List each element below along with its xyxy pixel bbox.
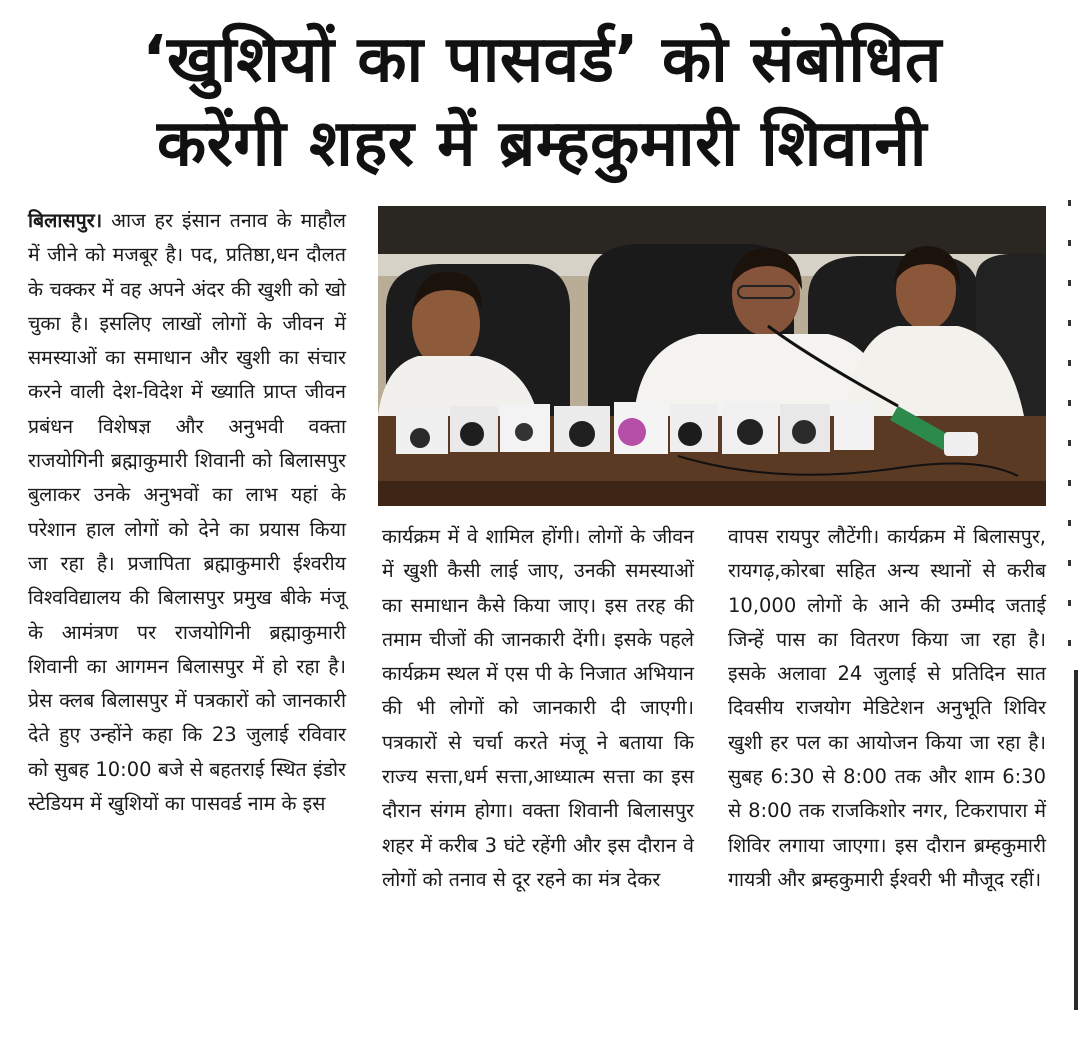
article-column-3 xyxy=(728,520,1046,897)
headline xyxy=(16,18,1068,186)
adjacent-article-edge xyxy=(1068,200,1071,680)
column-1-paragraph xyxy=(28,204,346,821)
column-1-text: आज हर इंसान तनाव के माहौल में जीने को मजबूर है। पद, प्रतिष्ठा,धन दौलत के चक्कर में वह अपने अंदर की खुशी को खो चुका है। इसलिए लाखों लोगों के जीवन में समस्याओं का समाधान और खुशी का संचार करने वाली देश-विदेश में ख्याति प्राप्त जीवन प्रबंधन विशेषज्ञ और अनुभवी वक्ता राजयोगिनी ब्रह्माकुमारी शिवानी को बिलासपुर बुलाकर उनके अनुभवों का लाभ यहां के परेशान हाल लोगों को देने का प्रयास किया जा रहा है। प्रजापिता ब्रह्माकुमारी ईश्वरीय विश्वविद्यालय की बिलासपुर प्रमुख बीके मंजू के आमंत्रण पर राजयोगिनी ब्रह्माकुमारी शिवानी का आगमन बिलासपुर में हो रहा है। प्रेस क्लब बिलासपुर में पत्रकारों को जानकारी देते हुए उन्होंने कहा कि 23 जुलाई रविवार को सुबह 10:00 बजे से बहतराई स्थित इंडोर स्टेडियम में खुशियों का पासवर्ड नाम के इस xyxy=(28,209,346,816)
photo-illustration xyxy=(378,206,1046,506)
headline-line-2: करेंगी शहर में ब्रम्हकुमारी शिवानी xyxy=(157,107,927,181)
press-conference-photo xyxy=(378,206,1046,506)
column-2-text: कार्यक्रम में वे शामिल होंगी। लोगों के जीवन में खुशी कैसी लाई जाए, उनकी समस्याओं का समाधान कैसे किया जाए। इस तरह की तमाम चीजों की जानकारी देंगी। इसके पहले कार्यक्रम स्थल में एस पी के निजात अभियान की भी लोगों को जानकारी दी जाएगी। पत्रकारों से चर्चा करते मंजू ने बताया कि राज्य सत्ता,धर्म सत्ता,आध्यात्म सत्ता का इस दौरान संगम होगा। वक्ता शिवानी बिलासपुर शहर में करीब 3 घंटे रहेंगी और इस दौरान वे लोगों को तनाव से दूर रहने का मंत्र देकर xyxy=(382,525,694,891)
dateline: बिलासपुर। xyxy=(28,209,103,232)
article-column-2 xyxy=(382,520,694,897)
column-3-text: वापस रायपुर लौटेंगी। कार्यक्रम में बिलासपुर, रायगढ़,कोरबा सहित अन्य स्थानों से करीब 10,000 लोगों के आने की उम्मीद जताई जिन्हें पास का वितरण किया जा रहा है। इसके अलावा 24 जुलाई से प्रतिदिन सात दिवसीय राजयोग मेडिटेशन अनुभूति शिविर खुशी हर पल का आयोजन किया जा रहा है। सुबह 6:30 से 8:00 तक और शाम 6:30 से 8:00 तक राजकिशोर नगर, टिकरापारा में शिविर लगाया जाएगा। इस दौरान ब्रम्हकुमारी गायत्री और ब्रम्हकुमारी ईश्वरी भी मौजूद रहीं। xyxy=(728,525,1046,891)
article-column-1 xyxy=(28,204,346,821)
column-divider xyxy=(1074,670,1078,1010)
headline-line-1: ‘खुशियों का पासवर्ड’ को संबोधित xyxy=(142,23,942,97)
